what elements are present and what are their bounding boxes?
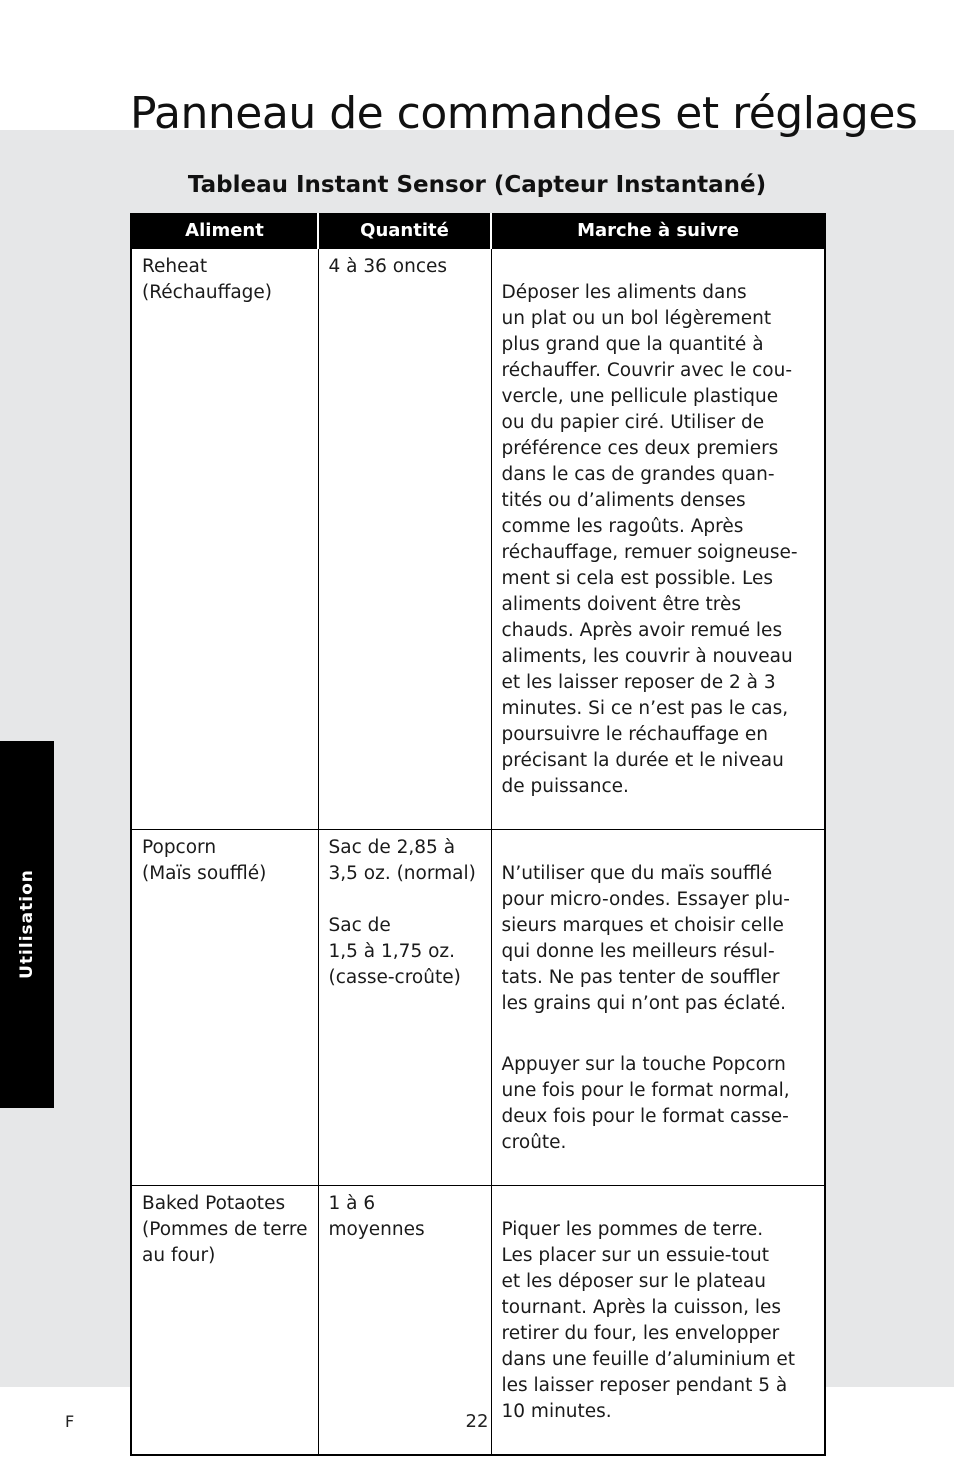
cell-aliment: Baked Potaotes (Pommes de terre au four) <box>131 1186 318 1456</box>
page-title: Panneau de commandes et réglages <box>130 88 918 139</box>
side-tab-label: Utilisation <box>17 869 37 979</box>
table-title: Tableau Instant Sensor (Capteur Instantané) <box>187 172 767 198</box>
cell-quantite: Sac de 2,85 à 3,5 oz. (normal) Sac de 1,5 à 1,75 oz. (casse-croûte) <box>318 830 491 1186</box>
table-row <box>131 249 825 830</box>
cell-quantite: 4 à 36 onces <box>318 249 491 830</box>
header-quantite: Quantité <box>318 213 491 249</box>
page-number: 22 <box>465 1411 489 1432</box>
cell-quantite: 1 à 6 moyennes <box>318 1186 491 1456</box>
table-header-row <box>131 213 825 249</box>
cell-aliment: Reheat (Réchauffage) <box>131 249 318 830</box>
header-aliment: Aliment <box>131 213 318 249</box>
header-marche: Marche à suivre <box>491 213 825 249</box>
instant-sensor-table <box>130 213 826 1456</box>
instruction-paragraph: Déposer les aliments dans un plat ou un bol légèrement plus grand que la quantité à réchauffer. Couvrir avec le cou- vercle, une pellicule plastique ou du papier ciré. Utiliser de préférence ces deux premiers dans le cas de grandes quan- tités ou d’aliments denses comme les ragoûts. Après réchauffage, remuer soigneuse- ment si cela est possible. Les aliments doivent être très chauds. Après avoir remué les aliments, les couvrir à nouveau et les laisser reposer de 2 à 3 minutes. Si ce n’est pas le cas, poursuivre le réchauffage en précisant la durée et le niveau de puissance. <box>501 282 798 797</box>
table-row <box>131 830 825 1186</box>
cell-marche <box>491 830 825 1186</box>
instruction-paragraph: Appuyer sur la touche Popcorn une fois pour le format normal, deux fois pour le format casse- croûte. <box>501 1054 790 1153</box>
cell-marche <box>491 249 825 830</box>
instruction-paragraph: N’utiliser que du maïs soufflé pour micro-ondes. Essayer plu- sieurs marques et choisir celle qui donne les meilleurs résul- tats. Ne pas tenter de souffler les grains qui n’ont pas éclaté. <box>501 863 790 1014</box>
cell-aliment: Popcorn (Maïs soufflé) <box>131 830 318 1186</box>
footer-language-letter: F <box>65 1412 75 1431</box>
instruction-paragraph: Piquer les pommes de terre. Les placer sur un essuie-tout et les déposer sur le plateau tournant. Après la cuisson, les retirer du four, les envelopper dans une feuille d’aluminium et les laisser reposer pendant 5 à 10 minutes. <box>501 1219 795 1422</box>
cell-marche <box>491 1186 825 1456</box>
